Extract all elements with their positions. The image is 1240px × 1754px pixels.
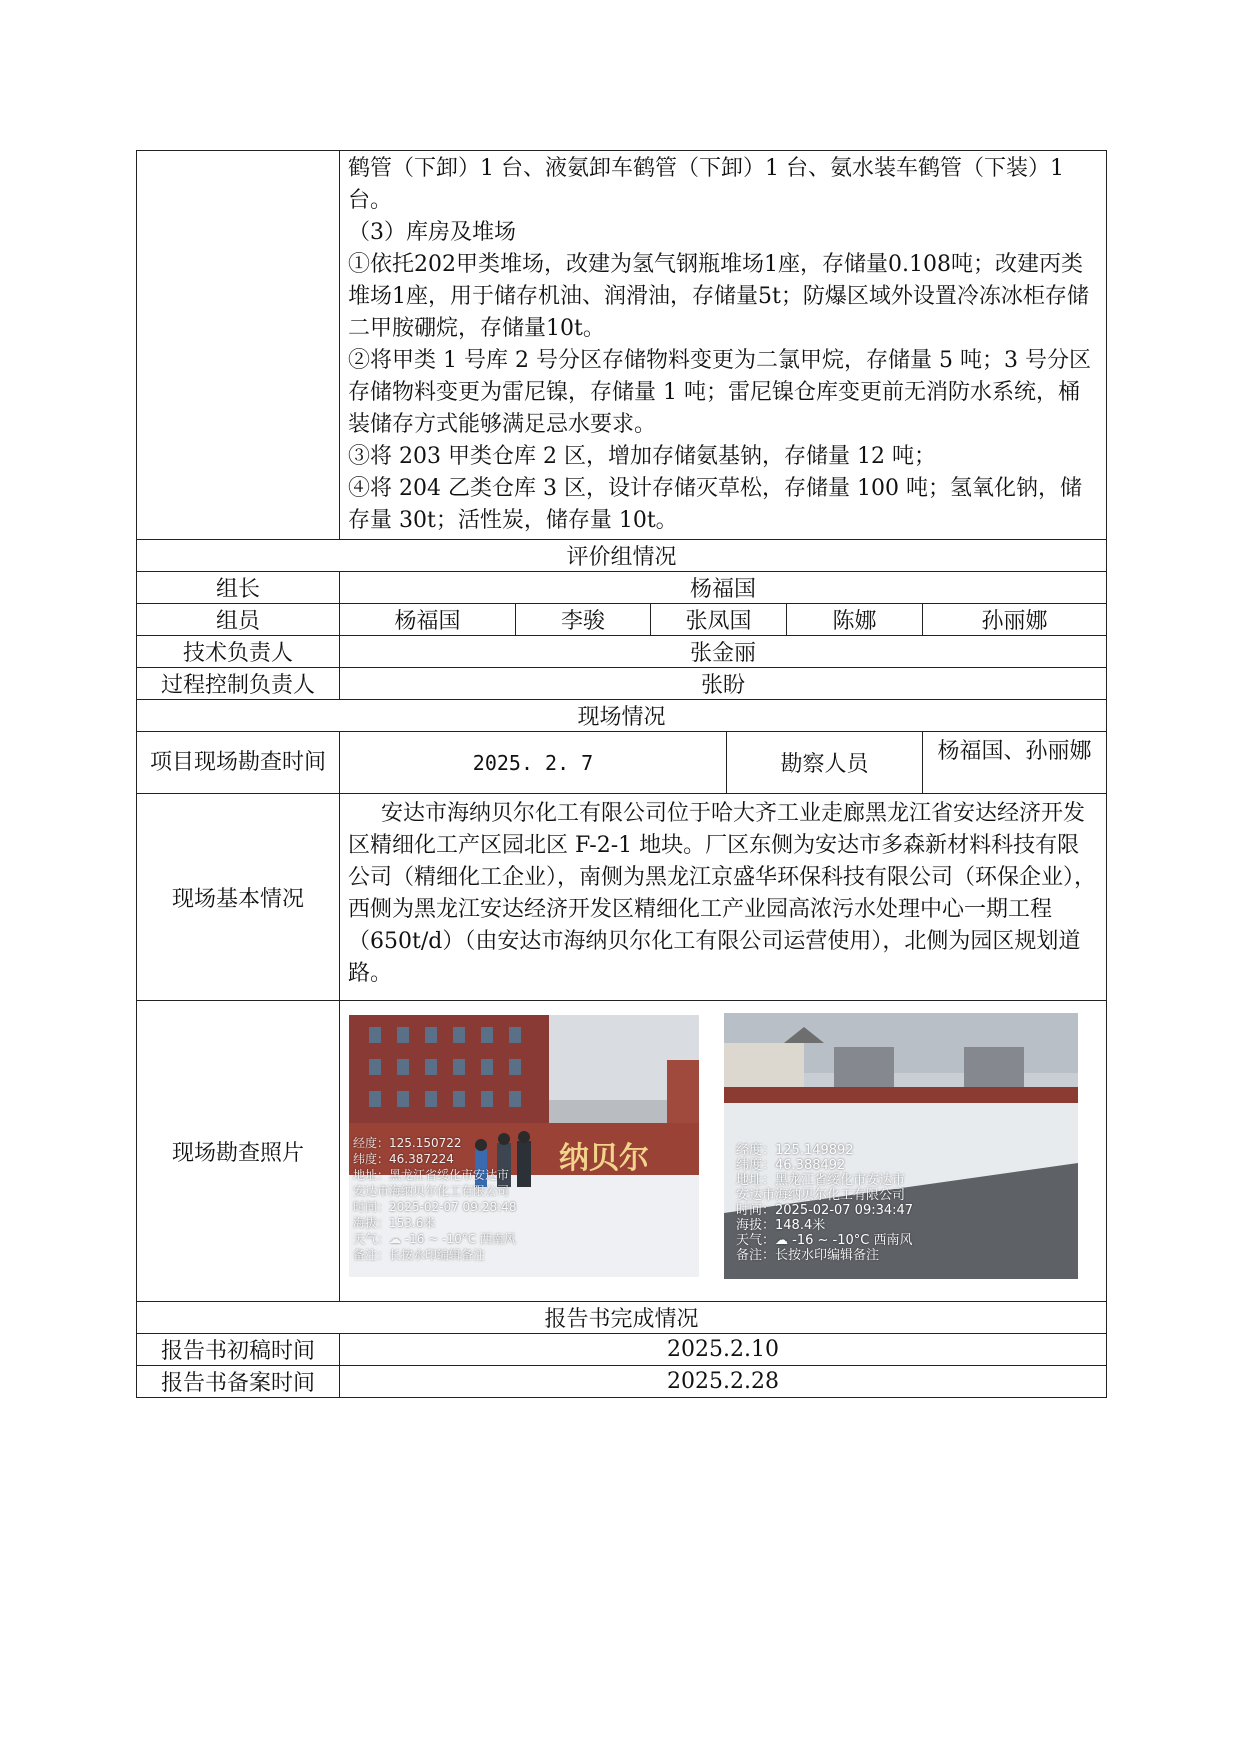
site-section-title: 现场情况 (137, 700, 1107, 732)
site-basic-label: 现场基本情况 (137, 794, 340, 1001)
member-name: 李骏 (516, 604, 651, 636)
site-photo-label: 现场勘查照片 (137, 1001, 340, 1302)
continued-line: 鹤管（下卸）1 台、液氨卸车鹤管（下卸）1 台、氨水装车鹤管（下装）1 台。 (348, 156, 1064, 213)
gate-sign-text: 纳贝尔 (559, 1141, 649, 1176)
tech-lead-row (137, 636, 1107, 668)
site-photo-cell (340, 1001, 1107, 1302)
continued-content-cell (340, 151, 1107, 540)
storage-item-1: ①依托202甲类堆场，改建为氢气钢瓶堆场1座，存储量0.108吨；改建丙类堆场1座，用于储存机油、润滑油，存储量5t；防爆区域外设置冷冻冰柜存储二甲胺硼烷，存储量10t。 (348, 252, 1089, 341)
continued-label-cell (137, 151, 340, 540)
member-name: 张凤国 (651, 604, 787, 636)
tech-lead-value: 张金丽 (340, 636, 1107, 668)
site-basic-row (137, 794, 1107, 1001)
survey-time-row (137, 732, 1107, 794)
site-photo-tanks (724, 1013, 1078, 1279)
site-photo-row (137, 1001, 1107, 1302)
process-lead-label: 过程控制负责人 (137, 668, 340, 700)
survey-time-label: 项目现场勘查时间 (137, 732, 340, 794)
storage-heading: （3）库房及堆场 (348, 220, 516, 245)
gate-photo-watermark: 经度：125.150722 纬度：46.387224 地址：黑龙江省绥化市安达市 安达市海纳贝尔化工有限公司 时间：2025-02-07 09:28:48 海拔：153.6米 天气：☁ -16 ~ -10°C 西南风 备注：长按水印编辑备注 (353, 1136, 517, 1262)
storage-item-2: ②将甲类 1 号库 2 号分区存储物料变更为二氯甲烷，存储量 5 吨；3 号分区存储物料变更为雷尼镍，存储量 1 吨；雷尼镍仓库变更前无消防水系统，桶装储存方式能够满足忌水要求。 (348, 348, 1091, 437)
tanks-photo-watermark: 经度：125.149892 纬度：46.388492 地址：黑龙江省绥化市安达市 安达市海纳贝尔化工有限公司 时间：2025-02-07 09:34:47 海拔：148.4米 天气：☁ -16 ~ -10°C 西南风 备注：长按水印编辑备注 (736, 1143, 914, 1263)
site-basic-text: 安达市海纳贝尔化工有限公司位于哈大齐工业走廊黑龙江省安达经济开发区精细化工产区园北区 F-2-1 地块。厂区东侧为安达市多森新材料科技有限公司（精细化工企业），南侧为黑龙江京盛华环保科技有限公司（环保企业），西侧为黑龙江安达经济开发区精细化工产业园高浓污水处理中心一期工程（650t/d）（由安达市海纳贝尔化工有限公司运营使用），北侧为园区规划道路。 (340, 794, 1107, 1001)
process-lead-value: 张盼 (340, 668, 1107, 700)
leader-value: 杨福国 (340, 572, 1107, 604)
leader-row (137, 572, 1107, 604)
inspector-label: 勘察人员 (727, 732, 923, 794)
assessment-info-table (136, 150, 1107, 1398)
member-name: 孙丽娜 (923, 604, 1107, 636)
site-photo-gate (349, 1015, 699, 1277)
report-section-title: 报告书完成情况 (137, 1302, 1107, 1334)
survey-time-value: 2025. 2. 7 (340, 732, 727, 794)
filed-row (137, 1366, 1107, 1398)
leader-label: 组长 (137, 572, 340, 604)
draft-row (137, 1334, 1107, 1366)
draft-value: 2025.2.10 (340, 1334, 1107, 1366)
storage-item-3: ③将 203 甲类仓库 2 区，增加存储氨基钠，存储量 12 吨； (348, 444, 936, 469)
team-section-title: 评价组情况 (137, 540, 1107, 572)
site-section-row (137, 700, 1107, 732)
member-name: 陈娜 (787, 604, 923, 636)
filed-label: 报告书备案时间 (137, 1366, 340, 1398)
report-section-row (137, 1302, 1107, 1334)
storage-item-4: ④将 204 乙类仓库 3 区，设计存储灭草松，存储量 100 吨；氢氧化钠，储存量 30t；活性炭，储存量 10t。 (348, 476, 1082, 533)
filed-value: 2025.2.28 (340, 1366, 1107, 1398)
team-section-row (137, 540, 1107, 572)
draft-label: 报告书初稿时间 (137, 1334, 340, 1366)
inspector-value: 杨福国、孙丽娜 (923, 732, 1107, 794)
members-label: 组员 (137, 604, 340, 636)
tech-lead-label: 技术负责人 (137, 636, 340, 668)
member-name: 杨福国 (340, 604, 516, 636)
members-row (137, 604, 1107, 636)
continued-content-row (137, 151, 1107, 540)
process-lead-row (137, 668, 1107, 700)
